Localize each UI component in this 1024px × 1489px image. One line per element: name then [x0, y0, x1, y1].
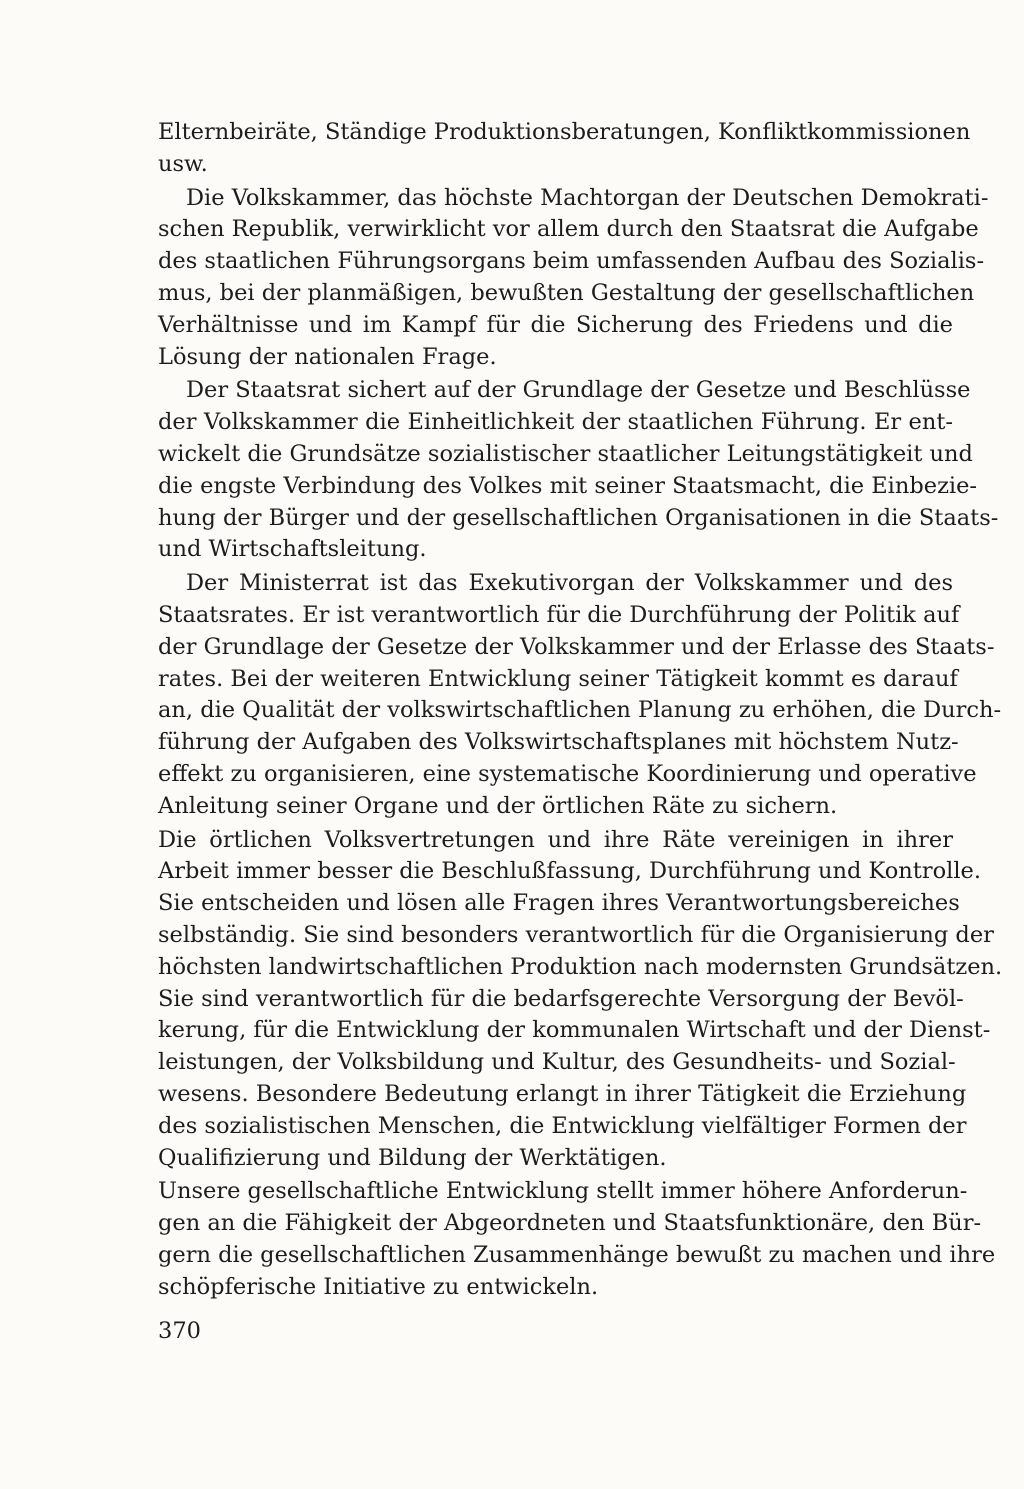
text-line: wickelt die Grundsätze sozialistischer staatlicher Leitungstätigkeit und: [158, 440, 973, 467]
text-line: Qualifizierung und Bildung der Werktätigen.: [158, 1144, 667, 1171]
text-line: wesens. Besondere Bedeutung erlangt in ihrer Tätigkeit die Erziehung: [158, 1080, 967, 1107]
text-line: der Volkskammer die Einheitlichkeit der staatlichen Führung. Er ent-: [158, 409, 953, 436]
text-line: Die Volkskammer, das höchste Machtorgan der Deutschen Demokrati-: [186, 184, 989, 211]
text-line: hung der Bürger und der gesellschaftlichen Organisationen in die Staats-: [158, 504, 999, 531]
text-line: Verhältnisse und im Kampf für die Sicherung des Friedens und die: [158, 311, 953, 338]
text-line: Anleitung seiner Organe und der örtlichen Räte zu sichern.: [158, 792, 838, 819]
text-line: und Wirtschaftsleitung.: [158, 536, 427, 563]
text-line: gen an die Fähigkeit der Abgeordneten und Staatsfunktionäre, den Bür-: [158, 1210, 982, 1237]
paragraph: [158, 1176, 996, 1303]
text-line: leistungen, der Volksbildung und Kultur, des Gesundheits- und Sozial-: [158, 1049, 956, 1076]
text-line: effekt zu organisieren, eine systematische Koordinierung und operative: [158, 760, 977, 787]
paragraph: [158, 568, 1002, 822]
paragraph: [158, 825, 1003, 1175]
paragraph: [158, 117, 971, 181]
text-line: mus, bei der planmäßigen, bewußten Gestaltung der gesellschaftlichen: [158, 279, 975, 306]
text-line: an, die Qualität der volkswirtschaftlichen Planung zu erhöhen, die Durch-: [158, 697, 1002, 724]
text-line: schöpferische Initiative zu entwickeln.: [158, 1273, 599, 1300]
text-line: Lösung der nationalen Frage.: [158, 343, 497, 370]
body-text: [158, 117, 1003, 1303]
text-line: selbständig. Sie sind besonders verantwortlich für die Organisierung der: [158, 921, 994, 948]
text-line: höchsten landwirtschaftlichen Produktion nach modernsten Grundsätzen.: [158, 953, 1003, 980]
text-line: Staatsrates. Er ist verantwortlich für die Durchführung der Politik auf: [158, 601, 960, 628]
text-line: der Grundlage der Gesetze der Volkskammer und der Erlasse des Staats-: [158, 633, 995, 660]
text-line: Elternbeiräte, Ständige Produktionsberatungen, Konfliktkommissionen: [158, 119, 971, 145]
text-line: Der Ministerrat ist das Exekutivorgan der Volkskammer und des: [186, 570, 953, 597]
text-line: des staatlichen Führungsorgans beim umfassenden Aufbau des Sozialis-: [158, 248, 985, 275]
text-line: Sie entscheiden und lösen alle Fragen ihres Verantwortungsbereiches: [158, 890, 960, 917]
text-line: die engste Verbindung des Volkes mit seiner Staatsmacht, die Einbezie-: [158, 472, 978, 499]
text-line: Sie sind verantwortlich für die bedarfsgerechte Versorgung der Bevöl-: [158, 985, 964, 1012]
paragraph: [158, 183, 989, 374]
page-number: 370: [158, 1318, 201, 1344]
paragraph: [158, 375, 999, 566]
text-line: Der Staatsrat sichert auf der Grundlage der Gesetze und Beschlüsse: [186, 377, 971, 404]
text-line: Die örtlichen Volksvertretungen und ihre Räte vereinigen in ihrer: [158, 826, 953, 853]
text-line: Unsere gesellschaftliche Entwicklung stellt immer höhere Anforderun-: [158, 1178, 968, 1205]
text-line: usw.: [158, 150, 208, 177]
text-line: Arbeit immer besser die Beschlußfassung, Durchführung und Kontrolle.: [158, 858, 981, 885]
text-line: des sozialistischen Menschen, die Entwicklung vielfältiger Formen der: [158, 1112, 967, 1139]
text-line: schen Republik, verwirklicht vor allem durch den Staatsrat die Aufgabe: [158, 216, 979, 243]
text-line: gern die gesellschaftlichen Zusammenhänge bewußt zu machen und ihre: [158, 1241, 996, 1268]
text-line: rates. Bei der weiteren Entwicklung seiner Tätigkeit kommt es darauf: [158, 665, 958, 692]
text-line: kerung, für die Entwicklung der kommunalen Wirtschaft und der Dienst-: [158, 1017, 991, 1044]
text-line: führung der Aufgaben des Volkswirtschaftsplanes mit höchstem Nutz-: [158, 729, 959, 756]
